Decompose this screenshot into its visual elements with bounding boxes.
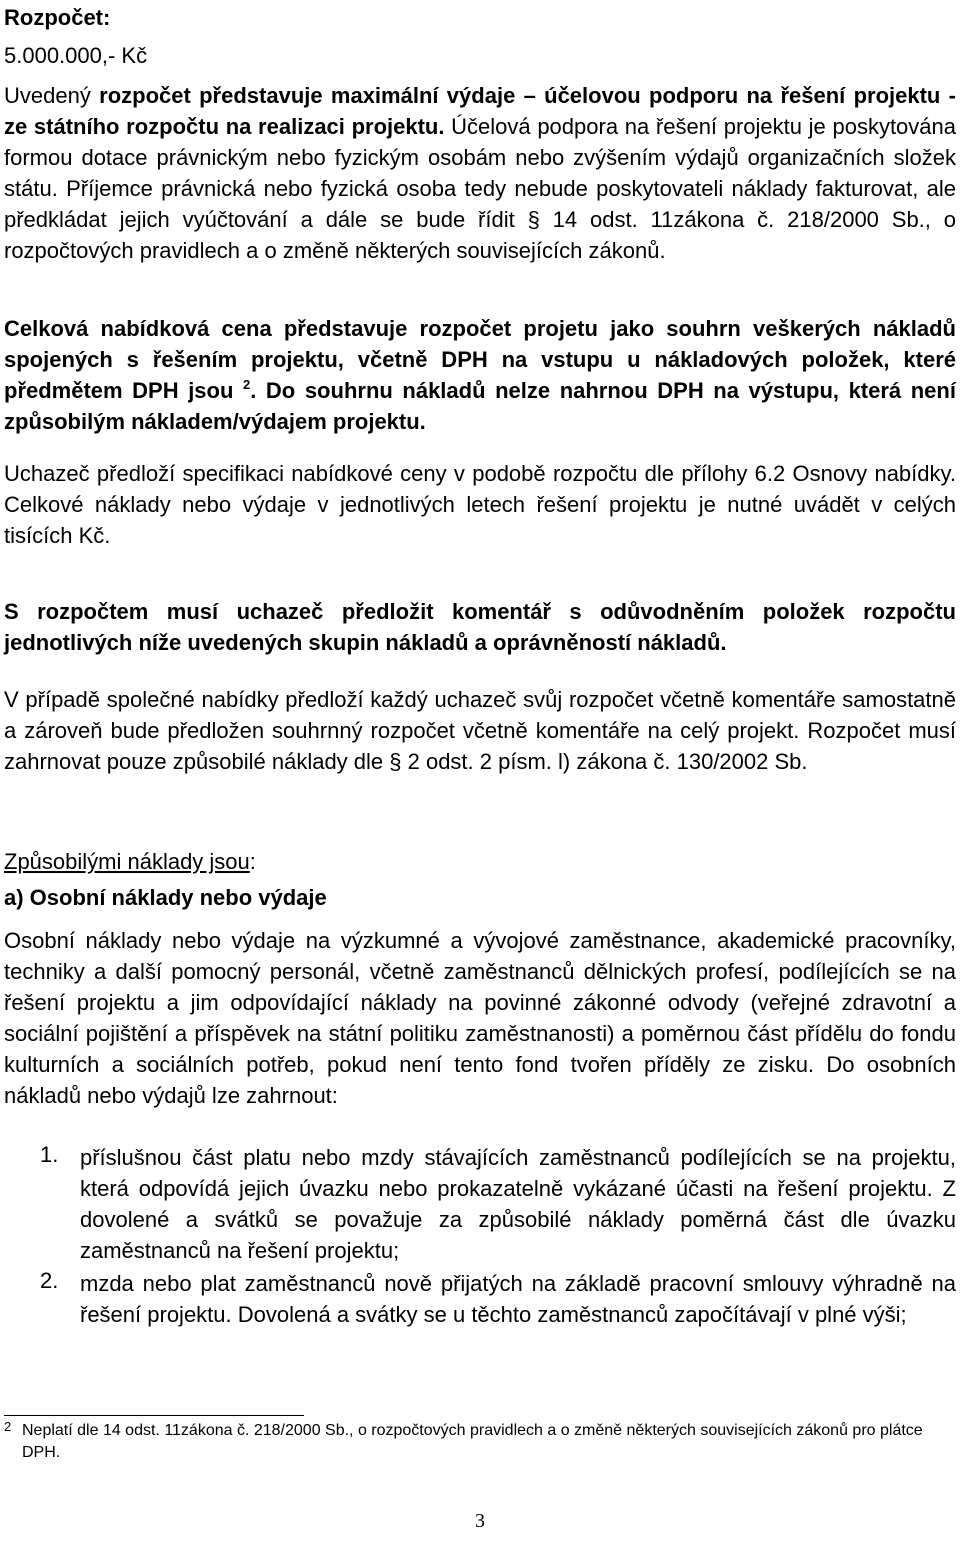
- paragraph-price-specification: Uchazeč předloží specifikaci nabídkové ceny v podobě rozpočtu dle přílohy 6.2 Osnovy nabídky. Celkové náklady nebo výdaje v jednotlivých letech řešení projektu je nutné uvádět v celých tisících Kč.: [4, 461, 956, 548]
- paragraph-budget-description: Uvedený rozpočet představuje maximální výdaje – účelovou podporu na řešení projektu - ze státního rozpočtu na realizaci projektu. Účelová podpora na řešení projektu je poskytována formou dotace právnickým nebo fyzickým osobám nebo zvýšením výdajů organizačních složek státu. Příjemce právnická nebo fyzická osoba tedy nebude poskytovateli náklady fakturovat, ale předkládat jejich vyúčtování a dále se bude řídit § 14 odst. 11zákona č. 218/2000 Sb., o rozpočtových pravidlech a o změně některých souvisejících zákonů.: [4, 83, 956, 263]
- page-number: 3: [475, 1510, 485, 1532]
- paragraph-total-price: Celková nabídková cena představuje rozpočet projetu jako souhrn veškerých nákladů spojených s řešením projektu, včetně DPH na vstupu u nákladových položek, které předmětem DPH jsou $^2$. Do souhrnu nákladů nelze nahrnou DPH na výstupu, která není způsobilým nákladem/výdajem projektu.: [4, 316, 956, 434]
- footnote-reference[interactable]: 2: [243, 377, 251, 392]
- paragraph-joint-offer: V případě společné nabídky předloží každý uchazeč svůj rozpočet včetně komentáře samostatně a zároveň bude předložen souhrnný rozpočet včetně komentáře na celý projekt. Rozpočet musí zahrnovat pouze způsobilé náklady dle § 2 odst. 2 písm. l) zákona č. 130/2002 Sb.: [4, 687, 956, 774]
- paragraph-budget-comment: S rozpočtem musí uchazeč předložit komentář s odůvodněním položek rozpočtu jednotlivých níže uvedených skupin nákladů a oprávněností nákladů.: [4, 599, 956, 655]
- footnote-separator: [4, 1415, 304, 1416]
- section-a-heading: a) Osobní náklady nebo výdaje: [4, 885, 327, 910]
- budget-amount: 5.000.000,- Kč: [4, 43, 148, 68]
- budget-heading: Rozpočet:: [4, 5, 111, 30]
- paragraph-personal-costs: Osobní náklady nebo výdaje na výzkumné a vývojové zaměstnance, akademické pracovníky, techniky a další pomocný personál, včetně zaměstnanců dělnických profesí, podílejících se na řešení projektu a jim odpovídající náklady na povinné zákonné odvody (veřejné zdravotní a sociální pojištění a příspěvek na státní politiku zaměstnanosti) a poměrnou část přídělu do fondu kulturních a sociálních potřeb, pokud není tento fond tvořen příděly ze zisku. Do osobních nákladů nebo výdajů lze zahrnout:: [4, 928, 956, 1108]
- eligible-costs-heading: Způsobilými náklady jsou:: [4, 849, 256, 874]
- list-item: 2. mzda nebo plat zaměstnanců nově přijatých na základě pracovní smlouvy výhradně na řešení projektu. Dovolená a svátky se u těchto zaměstnanců započítávají v plné výši;: [40, 1268, 956, 1327]
- footnote: 2 Neplatí dle 14 odst. 11zákona č. 218/2000 Sb., o rozpočtových pravidlech a o změně některých souvisejících zákonů pro plátce DPH.: [4, 1419, 923, 1461]
- list-item: 1. příslušnou část platu nebo mzdy stávajících zaměstnanců podílejících se na projektu, která odpovídá jejich úvazku nebo prokazatelně vykázané účasti na řešení projektu. Z dovolené a svátků se považuje za způsobilé náklady poměrná část dle úvazku zaměstnanců na řešení projektu;: [40, 1142, 956, 1263]
